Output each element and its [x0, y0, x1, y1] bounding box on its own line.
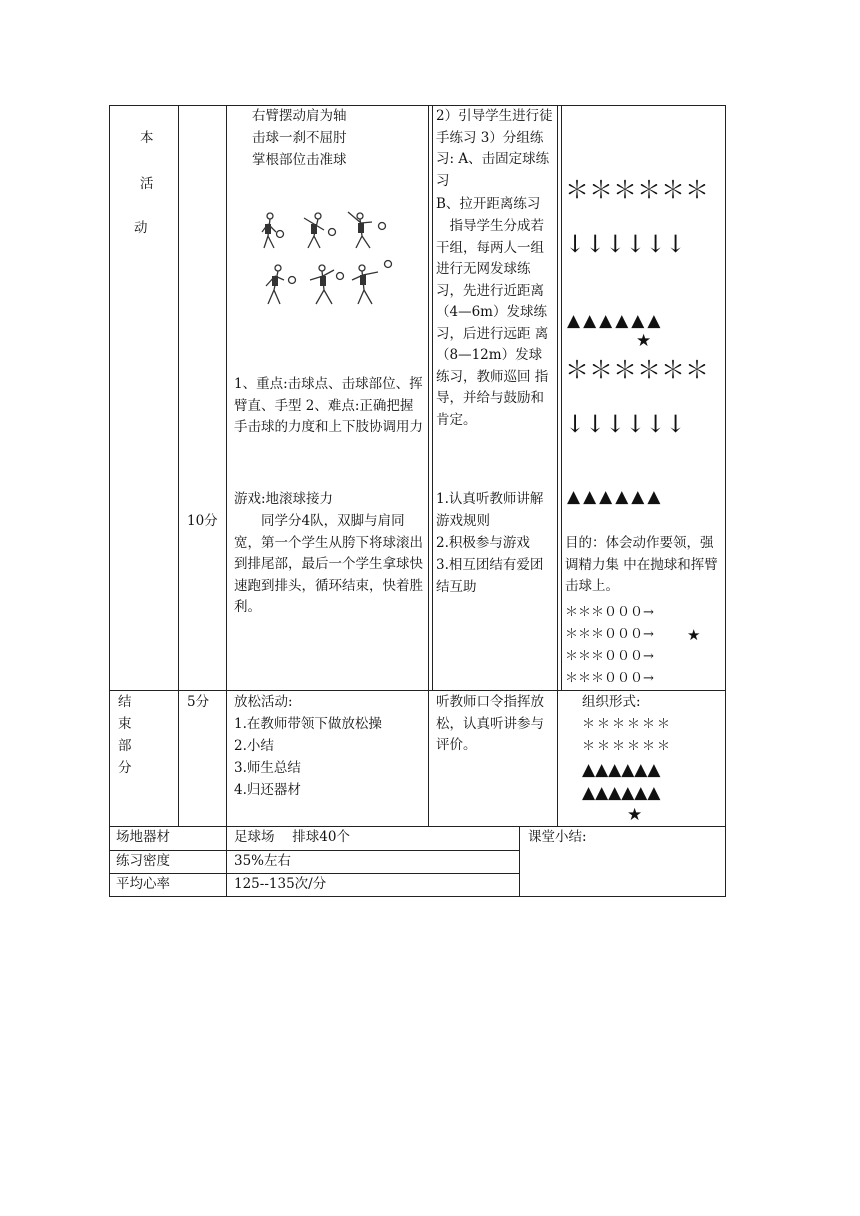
table-bottom-border	[109, 896, 726, 897]
key-points-text: 1、重点:击球点、击球部位、挥臂直、手型 2、难点:正确把握手击球的力度和上下肢协调用力	[234, 376, 423, 435]
end-student: 听教师口令指挥放松，认真听讲参与评价。	[436, 694, 544, 753]
org-teacher-star-1: ★	[636, 331, 652, 351]
footer-label-density: 练习密度	[116, 853, 170, 869]
relay-row-2: ＊＊＊０００→	[565, 627, 654, 642]
end-content-3: 2.小结	[234, 738, 274, 754]
student-act-3: 3.相互团结有爱团结互助	[436, 557, 544, 595]
footer-value-heartrate: 125--135次/分	[234, 876, 327, 892]
game-title: 游戏:地滚球接力	[234, 491, 334, 507]
footer-label-venue: 场地器材	[116, 829, 170, 845]
col-divider-method	[557, 105, 558, 826]
method-detail: 指导学生分成若干组，每两人一组 进行无网发球练习，先进行近距离 （4—6m）发球练习，后进行远距 离 （8—12m）发球练习，教师巡回 指导，并给与鼓励和肯定。	[436, 218, 549, 428]
game-description: 同学分4队，双脚与肩同宽，第一个学生从胯下将球滚出到排尾部，最后一个学生拿球快速跑到排头，循环结束，快着胜利。	[234, 513, 423, 615]
relay-row-4: ＊＊＊０００→	[565, 671, 654, 686]
method-text: 2）引导学生进行徒手练习 3）分组练习: A、击固定球练习	[436, 108, 553, 189]
end-content-5: 4.归还器材	[234, 782, 301, 798]
org-star-row-2: ＊＊＊＊＊＊	[565, 356, 709, 384]
org-arrow-row-2: ↓↓↓↓↓↓	[565, 410, 686, 438]
end-org-tri-row-1: ▲▲▲▲▲▲	[582, 760, 661, 780]
col-divider-method-b	[561, 105, 562, 690]
col-divider-label	[178, 105, 179, 826]
org-triangle-row-2: ▲▲▲▲▲▲	[567, 487, 664, 507]
section-label-char-2: 活	[140, 176, 154, 192]
end-content-2: 1.在教师带领下做放松操	[234, 716, 382, 732]
table-right-border	[725, 105, 726, 897]
end-org-star-row-2: ＊＊＊＊＊＊	[582, 739, 673, 754]
col-divider-content-a	[428, 105, 429, 826]
org-purpose: 目的：体会动作要领，强调精力集 中在抛球和挥臂击球上。	[565, 535, 718, 594]
content-line-3: 掌根部位击准球	[252, 152, 347, 168]
col-divider-content-b	[432, 105, 433, 690]
section-label-char-1: 本	[140, 130, 154, 146]
section-label-char-3: 动	[134, 220, 148, 236]
relay-row-1: ＊＊＊０００→	[565, 605, 654, 620]
content-line-1: 右臂摆动肩为轴	[252, 108, 347, 124]
end-org-teacher-star: ★	[627, 805, 643, 825]
class-summary-label: 课堂小结:	[528, 829, 587, 845]
volleyball-serve-illustration-icon	[248, 208, 396, 320]
end-label-char-1: 结	[118, 694, 132, 710]
org-arrow-row-1: ↓↓↓↓↓↓	[565, 230, 686, 258]
end-time: 5分	[187, 694, 210, 710]
col-divider-time	[226, 105, 227, 897]
footer-value-venue: 足球场 排球40个	[234, 829, 350, 845]
student-act-1: 1.认真听教师讲解游戏规则	[436, 491, 544, 529]
main-time: 10分	[187, 513, 218, 529]
method-b: B、拉开距离练习	[436, 196, 541, 212]
org-triangle-row-1: ▲▲▲▲▲▲	[567, 311, 664, 331]
end-label-char-3: 部	[118, 738, 132, 754]
table-top-border	[109, 105, 726, 106]
footer-row-divider-1	[109, 850, 519, 851]
relay-row-3: ＊＊＊０００→	[565, 649, 654, 664]
end-org-tri-row-2: ▲▲▲▲▲▲	[582, 783, 661, 803]
end-org-title: 组织形式:	[582, 694, 641, 710]
end-content-1: 放松活动:	[234, 694, 293, 710]
student-act-2: 2.积极参与游戏	[436, 535, 530, 551]
end-content-4: 3.师生总结	[234, 760, 301, 776]
table-left-border	[109, 105, 110, 897]
footer-label-heartrate: 平均心率	[116, 876, 170, 892]
org-star-row-1: ＊＊＊＊＊＊	[565, 176, 709, 204]
footer-col-divider	[519, 826, 520, 897]
end-label-char-2: 束	[118, 716, 132, 732]
row-divider-end-section	[109, 826, 726, 827]
end-org-star-row-1: ＊＊＊＊＊＊	[582, 717, 673, 732]
content-line-2: 击球一刹不屈肘	[252, 130, 347, 146]
relay-teacher-star: ★	[687, 626, 701, 644]
footer-value-density: 35%左右	[234, 853, 292, 869]
end-label-char-4: 分	[118, 760, 132, 776]
